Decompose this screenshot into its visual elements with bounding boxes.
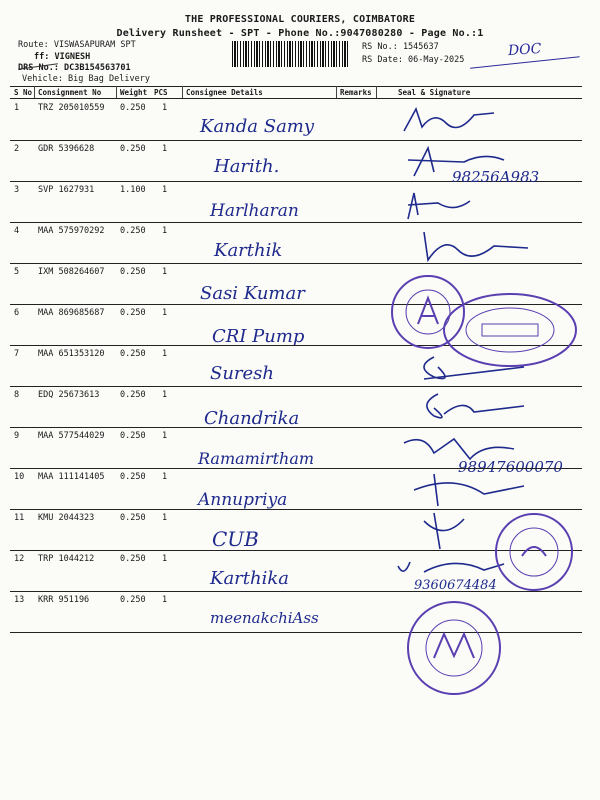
row-sno: 5 [14, 267, 20, 277]
handwritten-phone-number: 98947600070 [458, 458, 563, 476]
row-consignee-handwritten: Harlharan [210, 201, 299, 221]
col-sno: S No [14, 88, 33, 97]
row-sno: 10 [14, 472, 25, 482]
table-row [10, 222, 582, 263]
col-weight: Weight [120, 88, 148, 97]
handwritten-phone-number: 9360674484 [414, 578, 497, 593]
row-weight: 1.100 [120, 185, 146, 195]
row-signature [394, 224, 534, 264]
city-union-bank-stamp [488, 512, 580, 592]
row-consignment: SVP 1627931 [38, 185, 95, 195]
row-pcs: 1 [162, 595, 168, 605]
row-weight: 0.250 [120, 103, 146, 113]
row-sno: 13 [14, 595, 25, 605]
row-weight: 0.250 [120, 431, 146, 441]
row-pcs: 1 [162, 472, 168, 482]
company-title: THE PROFESSIONAL COURIERS, COIMBATORE [184, 14, 416, 25]
col-divider [376, 86, 377, 98]
row-sno: 6 [14, 308, 20, 318]
row-signature [394, 101, 514, 141]
row-consignment: KMU 2044323 [38, 513, 95, 523]
row-consignee-handwritten: Karthika [210, 568, 290, 589]
rs-date: RS Date: 06-May-2025 [362, 55, 465, 65]
col-divider [336, 86, 337, 98]
row-consignee-handwritten: Ramamirtham [198, 449, 315, 468]
row-pcs: 1 [162, 185, 168, 195]
row-consignee-handwritten: CRI Pump [212, 326, 305, 347]
row-sno: 4 [14, 226, 20, 236]
row-consignment: MAA 651353120 [38, 349, 105, 359]
row-consignee-handwritten: Annupriya [198, 490, 288, 510]
table-row [10, 386, 582, 427]
col-consignment: Consignment No [38, 88, 102, 97]
row-consignee-handwritten: Kanda Samy [200, 116, 315, 137]
col-consignee: Consignee Details [186, 88, 263, 97]
row-consignment: EDQ 25673613 [38, 390, 100, 400]
table-row [10, 181, 582, 222]
row-pcs: 1 [162, 103, 168, 113]
row-sno: 1 [14, 103, 20, 113]
row-consignee-handwritten: Sasi Kumar [200, 283, 305, 304]
row-weight: 0.250 [120, 226, 146, 236]
row-signature [394, 388, 534, 428]
col-divider [116, 86, 117, 98]
row-consignee-handwritten: Karthik [214, 240, 283, 261]
doc-handwritten-note: DOC [507, 40, 542, 60]
vehicle-label: Vehicle: Big Bag Delivery [22, 74, 150, 84]
row-pcs: 1 [162, 554, 168, 564]
meenakshi-associates-stamp [404, 598, 504, 698]
row-weight: 0.250 [120, 349, 146, 359]
row-consignment: IXM 508264607 [38, 267, 105, 277]
cri-pumps-stamp [440, 290, 580, 370]
header-top-rule [10, 86, 582, 87]
row-signature [394, 470, 534, 510]
rs-number: RS No.: 1545637 [362, 42, 439, 52]
col-pcs: PCS [154, 88, 168, 97]
row-pcs: 1 [162, 349, 168, 359]
row-weight: 0.250 [120, 554, 146, 564]
handwritten-phone-number: 98256A983 [452, 168, 540, 186]
row-pcs: 1 [162, 226, 168, 236]
row-consignment: TRZ 205010559 [38, 103, 105, 113]
row-weight: 0.250 [120, 144, 146, 154]
drs-number: DRS No.: DC3B154563701 [18, 63, 131, 73]
doc-underline [470, 56, 580, 70]
row-sno: 12 [14, 554, 25, 564]
route-label: Route: VISWASAPURAM SPT [18, 40, 136, 50]
col-remarks: Remarks [340, 88, 372, 97]
row-sno: 2 [14, 144, 20, 154]
row-consignment: MAA 577544029 [38, 431, 105, 441]
row-weight: 0.250 [120, 595, 146, 605]
row-consignment: MAA 111141405 [38, 472, 105, 482]
row-signature [394, 183, 514, 223]
runsheet-subtitle: Delivery Runsheet - SPT - Phone No.:9047080280 - Page No.:1 [116, 28, 484, 39]
row-pcs: 1 [162, 431, 168, 441]
row-pcs: 1 [162, 267, 168, 277]
col-divider [34, 86, 35, 98]
row-weight: 0.250 [120, 308, 146, 318]
col-divider [182, 86, 183, 98]
row-pcs: 1 [162, 144, 168, 154]
row-pcs: 1 [162, 308, 168, 318]
row-sno: 9 [14, 431, 20, 441]
row-weight: 0.250 [120, 267, 146, 277]
row-consignment: MAA 869685687 [38, 308, 105, 318]
row-sno: 3 [14, 185, 20, 195]
row-sno: 11 [14, 513, 25, 523]
row-weight: 0.250 [120, 513, 146, 523]
table-row [10, 468, 582, 509]
row-consignee-handwritten: meenakchiAss [210, 609, 319, 627]
row-sno: 8 [14, 390, 20, 400]
row-consignee-handwritten: Chandrika [204, 408, 300, 429]
row-consignee-handwritten: CUB [212, 527, 259, 551]
row-weight: 0.250 [120, 390, 146, 400]
row-pcs: 1 [162, 390, 168, 400]
table-row [10, 99, 582, 140]
row-consignment: TRP 1044212 [38, 554, 95, 564]
staff-label: ff: VIGNESH [34, 52, 91, 62]
row-consignment: KRR 951196 [38, 595, 90, 605]
row-consignee-handwritten: Suresh [210, 363, 275, 384]
row-consignee-handwritten: Harith. [214, 156, 280, 177]
col-seal-signature: Seal & Signature [398, 88, 471, 97]
row-sno: 7 [14, 349, 20, 359]
row-consignment: GDR 5396628 [38, 144, 95, 154]
row-pcs: 1 [162, 513, 168, 523]
barcode [232, 41, 350, 67]
row-consignment: MAA 575970292 [38, 226, 105, 236]
row-weight: 0.250 [120, 472, 146, 482]
